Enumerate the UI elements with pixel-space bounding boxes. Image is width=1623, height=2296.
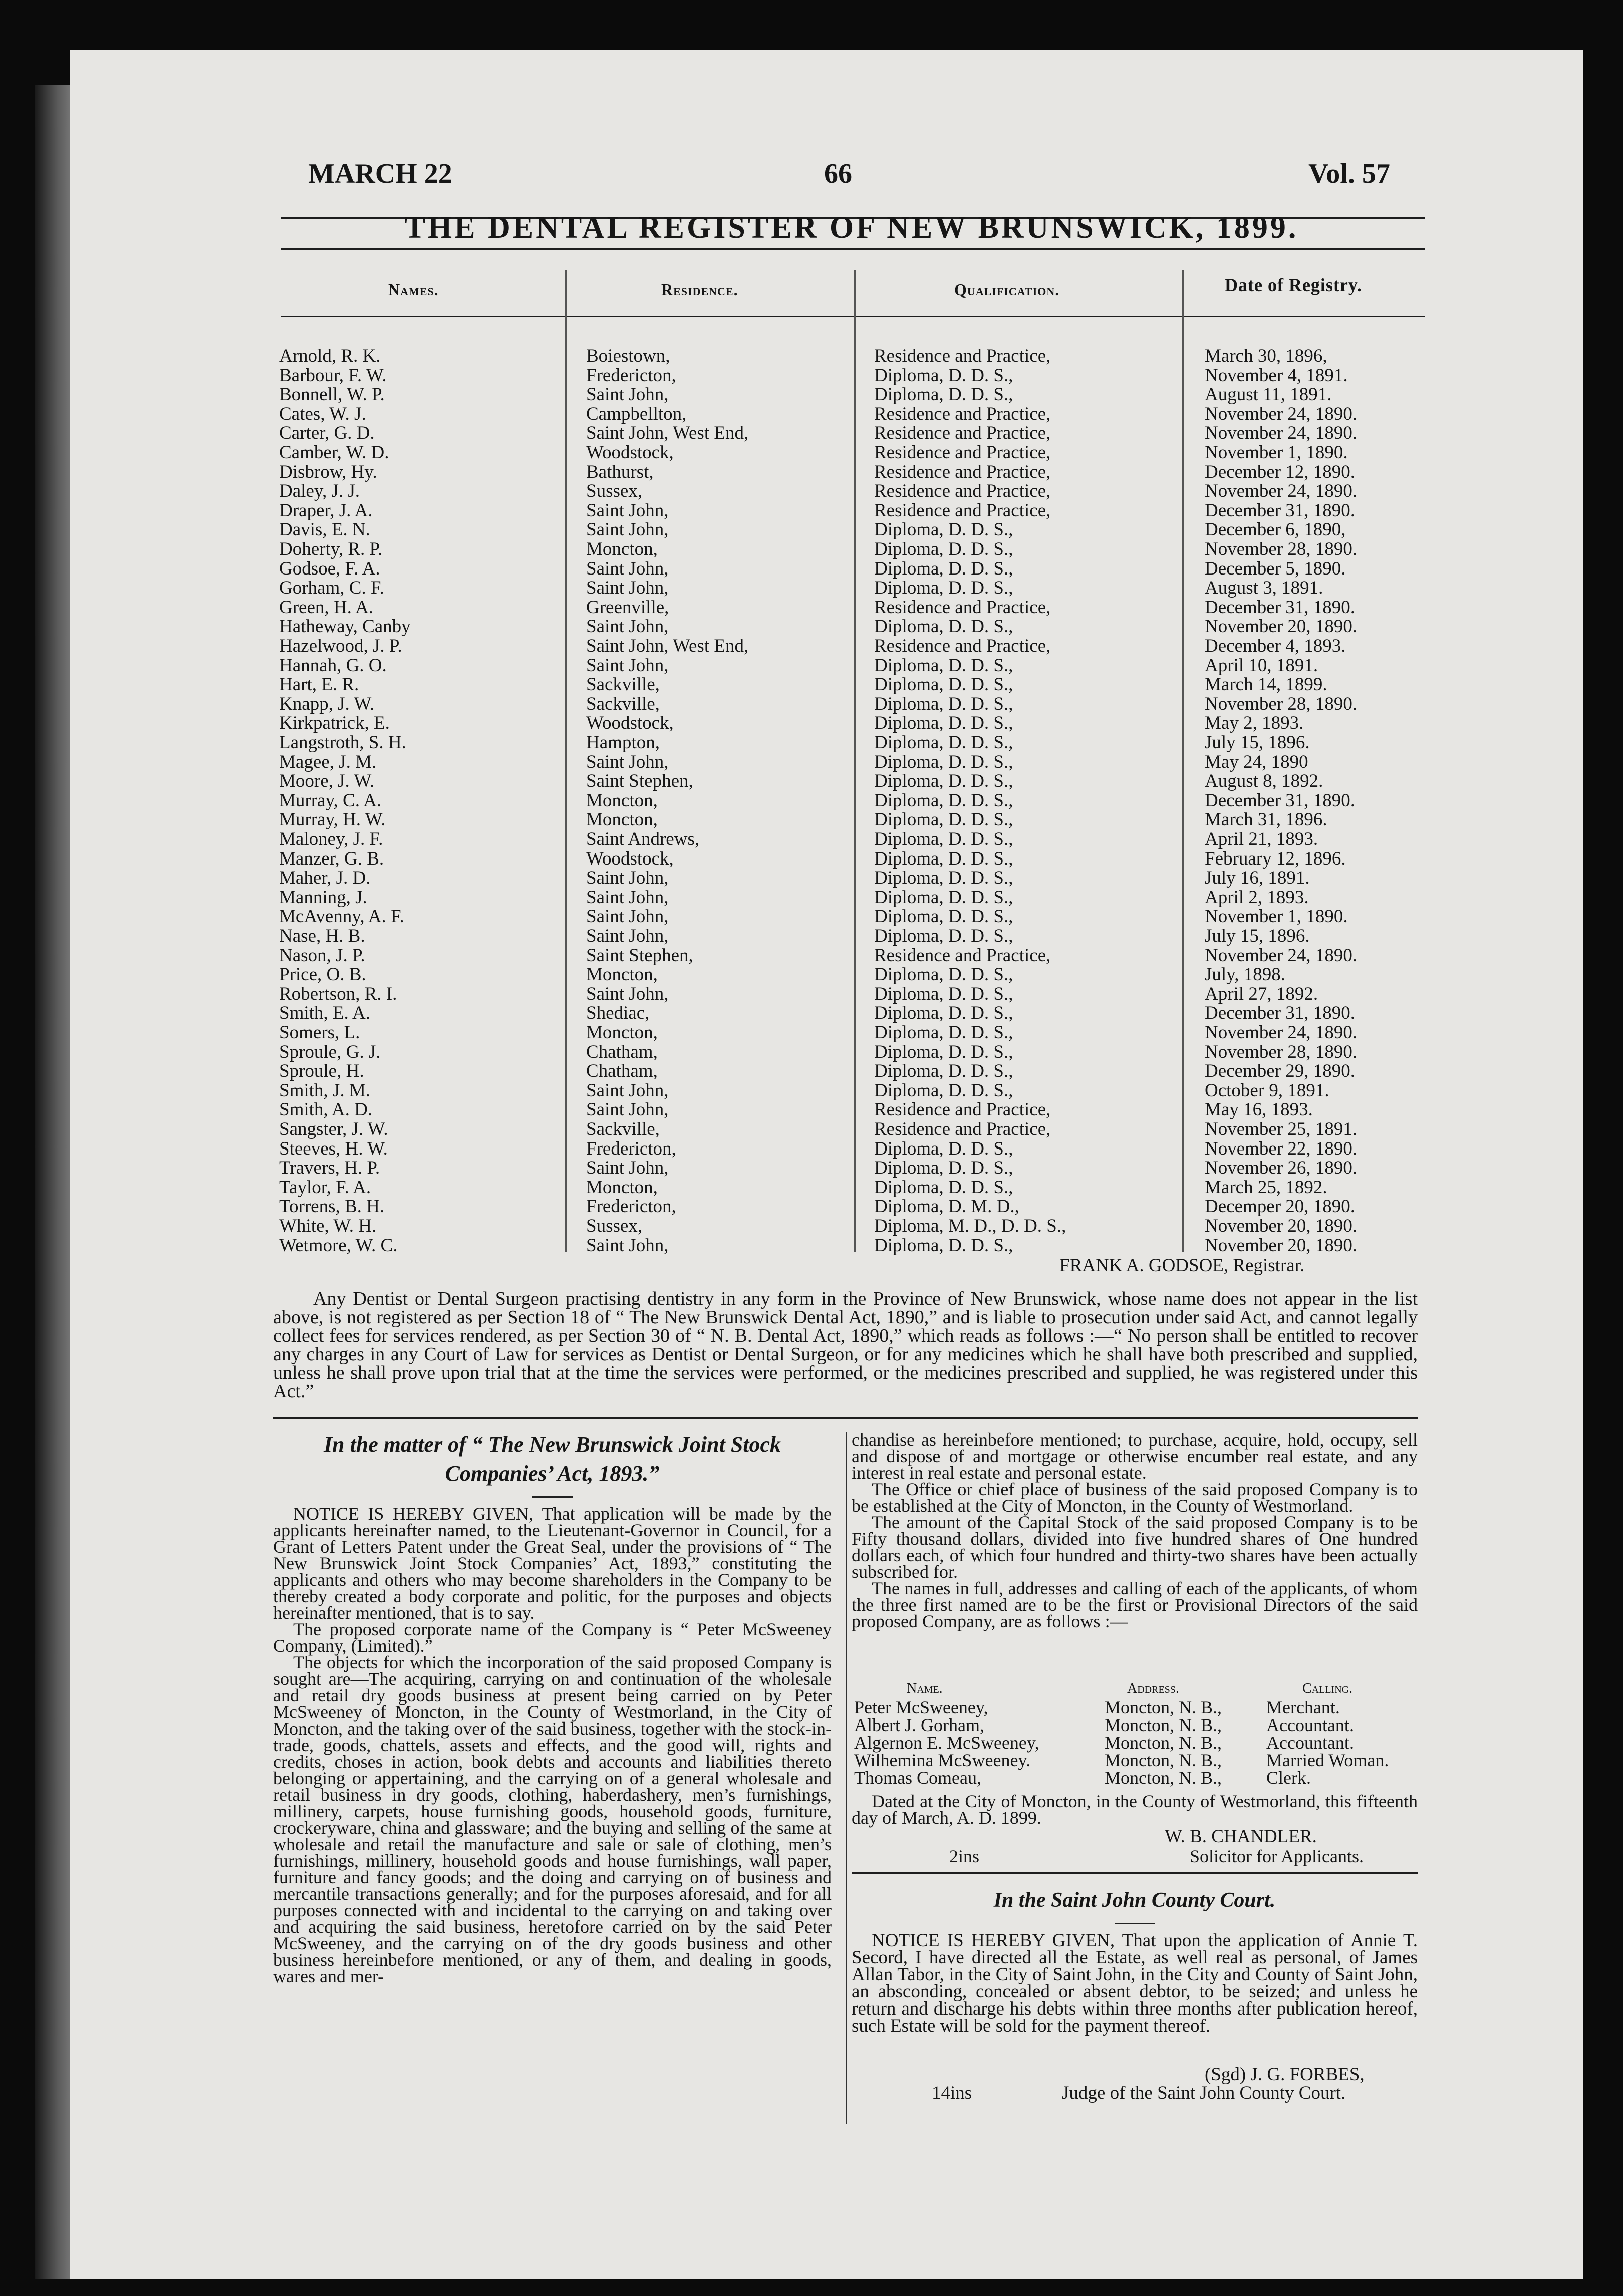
short-rule — [1115, 1923, 1155, 1924]
applicant-calling: Clerk. — [1266, 1768, 1311, 1788]
col-header-names: Names. — [388, 280, 439, 299]
register-qualification: Diploma, D. D. S., — [874, 713, 1013, 734]
register-residence: Saint John, — [586, 926, 669, 946]
register-name: Carter, G. D. — [279, 423, 375, 444]
register-date: November 22, 1890. — [1205, 1138, 1358, 1159]
notice-paragraph: The objects for which the incorporation of the said proposed Company is sought are—The acquiring, carrying on and continuation of the wholesale and retail dry goods business at present being carried on by Peter McSweeney of Moncton, in the County of Westmorland, in the City of Moncton, and the taking over of the said business, together with the stock-in-trade, goods, chattels, assets and effects, and the good will, rights and credits, choses in action, book debts and accounts and liabilities thereto belonging or appertaining, and the carrying on of a general wholesale and retail business in dry goods, clothing, haberdashery, men’s furnishings, millinery, carpets, house furnishing goods, household goods, furniture, crockeryware, china and glassware; and the buying and selling of the same at wholesale and retail the manufacture and sale or sale of clothing, men’s furnishings, millinery, household goods and house furnishings, wall paper, furniture and fancy goods; and the doing and carrying on of business and mercantile transactions generally; and for the purposes aforesaid, and for all purposes connected with and incidental to the carrying on and taking over and acquiring the said business, heretofore carried on by the said Peter McSweeney, and the carrying on of the dry goods business and other business hereinbefore mentioned, or any of them, and dealing in goods, wares and mer- — [273, 1652, 832, 1986]
register-residence: Saint Stephen, — [586, 945, 693, 966]
applicant-name: Thomas Comeau, — [854, 1768, 981, 1788]
notice-paragraph: The names in full, addresses and calling of each of the applicants, of whom the three first named are to be the first or Provisional Directors of the said proposed Company, are as follows :— — [852, 1578, 1418, 1631]
register-residence: Hampton, — [586, 732, 660, 753]
applicant-name: Algernon E. McSweeney, — [854, 1733, 1039, 1753]
register-date: November 24, 1890. — [1205, 945, 1358, 966]
register-residence: Moncton, — [586, 809, 658, 830]
register-name: Godsoe, F. A. — [279, 558, 380, 579]
register-date: February 12, 1896. — [1205, 848, 1346, 869]
applicant-address: Moncton, N. B., — [1105, 1715, 1222, 1735]
register-date: December 5, 1890. — [1205, 558, 1346, 579]
applicant-header-calling: Calling. — [1302, 1681, 1353, 1696]
register-qualification: Diploma, D. D. S., — [874, 829, 1013, 849]
register-residence: Bathurst, — [586, 461, 654, 482]
register-date: November 1, 1890. — [1205, 906, 1348, 927]
applicant-address: Moncton, N. B., — [1105, 1733, 1222, 1753]
register-qualification: Residence and Practice, — [874, 1119, 1051, 1139]
register-qualification: Diploma, D. D. S., — [874, 519, 1013, 540]
register-residence: Chatham, — [586, 1061, 658, 1082]
register-date: December 31, 1890. — [1205, 1003, 1356, 1024]
register-qualification: Diploma, D. D. S., — [874, 906, 1013, 927]
dated-line — [852, 1793, 1418, 1826]
applicant-calling: Merchant. — [1266, 1697, 1340, 1717]
register-name: Hart, E. R. — [279, 674, 359, 695]
register-name: Moore, J. W. — [279, 771, 375, 792]
register-name: Robertson, R. I. — [279, 983, 397, 1004]
col-header-qualification: Qualification. — [954, 280, 1060, 299]
register-qualification: Diploma, D. D. S., — [874, 616, 1013, 637]
applicant-address: Moncton, N. B., — [1105, 1697, 1222, 1717]
register-date: November 26, 1890. — [1205, 1158, 1358, 1179]
notice-paragraph: The Office or chief place of business of the said proposed Company is to be established at the City of Moncton, in the County of Westmorland. — [852, 1479, 1418, 1516]
applicant-name: Peter McSweeney, — [854, 1697, 988, 1717]
judge-name: (Sgd) J. G. FORBES, — [1205, 2064, 1365, 2085]
register-residence: Saint John, West End, — [586, 423, 749, 444]
register-name: Camber, W. D. — [279, 442, 389, 463]
register-qualification: Diploma, D. D. S., — [874, 887, 1013, 908]
register-date: November 24, 1890. — [1205, 423, 1358, 444]
register-residence: Saint John, — [586, 906, 669, 927]
register-qualification: Residence and Practice, — [874, 346, 1051, 366]
register-residence: Sackville, — [586, 1119, 660, 1139]
insertions-count: 14ins — [932, 2083, 972, 2103]
register-residence: Saint John, West End, — [586, 636, 749, 656]
register-qualification: Residence and Practice, — [874, 442, 1051, 463]
register-name: Taylor, F. A. — [279, 1177, 371, 1198]
register-date: April 2, 1893. — [1205, 887, 1309, 908]
register-name: McAvenny, A. F. — [279, 906, 404, 927]
register-date: May 24, 1890 — [1205, 751, 1308, 772]
register-qualification: Diploma, D. D. S., — [874, 1138, 1013, 1159]
volume-number: Vol. 57 — [1308, 158, 1390, 189]
register-residence: Fredericton, — [586, 1138, 676, 1159]
register-residence: Moncton, — [586, 964, 658, 985]
register-residence: Campbellton, — [586, 403, 687, 424]
notice-paragraph: The proposed corporate name of the Company is “ Peter McSweeney Company, (Limited).” — [273, 1619, 832, 1656]
register-date: May 2, 1893. — [1205, 713, 1304, 734]
register-name: Hazelwood, J. P. — [279, 636, 402, 656]
register-qualification: Diploma, D. D. S., — [874, 848, 1013, 869]
register-qualification: Diploma, D. D. S., — [874, 674, 1013, 695]
applicant-name: Albert J. Gorham, — [854, 1715, 984, 1735]
solicitor-name: W. B. CHANDLER. — [1165, 1826, 1317, 1847]
register-qualification: Diploma, D. D. S., — [874, 655, 1013, 676]
register-qualification: Residence and Practice, — [874, 500, 1051, 521]
register-qualification: Residence and Practice, — [874, 597, 1051, 618]
judge-title: Judge of the Saint John County Court. — [1062, 2083, 1346, 2103]
register-qualification: Diploma, D. D. S., — [874, 1080, 1013, 1101]
register-date: Decemper 20, 1890. — [1205, 1196, 1356, 1217]
register-qualification: Diploma, D. D. S., — [874, 693, 1013, 714]
register-date: November 28, 1890. — [1205, 1041, 1358, 1062]
register-date: August 11, 1891. — [1205, 384, 1332, 405]
register-name: Smith, J. M. — [279, 1080, 370, 1101]
register-qualification: Diploma, D. D. S., — [874, 790, 1013, 811]
register-date: December 4, 1893. — [1205, 636, 1346, 656]
column-divider — [846, 1432, 847, 2124]
register-qualification: Diploma, D. D. S., — [874, 732, 1013, 753]
page-number: 66 — [824, 158, 852, 189]
register-date: November 28, 1890. — [1205, 693, 1358, 714]
register-qualification: Diploma, D. D. S., — [874, 365, 1013, 386]
register-date: April 27, 1892. — [1205, 983, 1318, 1004]
register-residence: Moncton, — [586, 1177, 658, 1198]
title-rule — [281, 248, 1425, 250]
register-title: THE DENTAL REGISTER OF NEW BRUNSWICK, 1899. — [404, 211, 1299, 245]
register-residence: Sackville, — [586, 674, 660, 695]
register-name: Torrens, B. H. — [279, 1196, 385, 1217]
register-name: White, W. H. — [279, 1216, 377, 1236]
register-residence: Saint John, — [586, 616, 669, 637]
register-residence: Saint John, — [586, 1235, 669, 1256]
column-divider — [565, 270, 567, 1252]
register-residence: Sussex, — [586, 481, 643, 502]
col-header-residence: Residence. — [661, 280, 738, 299]
register-name: Sangster, J. W. — [279, 1119, 388, 1139]
register-name: Draper, J. A. — [279, 500, 373, 521]
joint-stock-notice — [273, 1430, 832, 1985]
register-name: Smith, A. D. — [279, 1099, 373, 1120]
register-name: Price, O. B. — [279, 964, 366, 985]
register-qualification: Residence and Practice, — [874, 945, 1051, 966]
register-name: Murray, C. A. — [279, 790, 382, 811]
register-date: April 21, 1893. — [1205, 829, 1318, 849]
register-qualification: Diploma, D. D. S., — [874, 578, 1013, 599]
notice-paragraph: chandise as hereinbefore mentioned; to purchase, acquire, hold, occupy, sell and dispose of and mortgage or otherwise encumber real estate, and any interest in real estate and personal estate. — [852, 1429, 1418, 1483]
register-date: December 31, 1890. — [1205, 790, 1356, 811]
applicant-address: Moncton, N. B., — [1105, 1768, 1222, 1788]
register-residence: Saint John, — [586, 558, 669, 579]
register-qualification: Diploma, D. D. S., — [874, 809, 1013, 830]
register-residence: Saint John, — [586, 384, 669, 405]
register-name: Manning, J. — [279, 887, 367, 908]
register-qualification: Diploma, D. D. S., — [874, 964, 1013, 985]
register-residence: Moncton, — [586, 539, 658, 559]
section-rule — [852, 1872, 1418, 1874]
register-date: April 10, 1891. — [1205, 655, 1318, 676]
register-residence: Moncton, — [586, 1022, 658, 1043]
register-qualification: Diploma, D. D. S., — [874, 751, 1013, 772]
register-name: Maher, J. D. — [279, 868, 371, 889]
register-residence: Saint John, — [586, 578, 669, 599]
register-date: March 31, 1896. — [1205, 809, 1327, 830]
register-qualification: Diploma, D. D. S., — [874, 868, 1013, 889]
applicant-calling: Accountant. — [1266, 1715, 1354, 1735]
joint-stock-notice-continued — [852, 1431, 1418, 1630]
register-residence: Boiestown, — [586, 346, 670, 366]
register-name: Hannah, G. O. — [279, 655, 387, 676]
register-name: Sproule, G. J. — [279, 1041, 381, 1062]
register-date: December 6, 1890, — [1205, 519, 1346, 540]
register-name: Kirkpatrick, E. — [279, 713, 390, 734]
applicant-address: Moncton, N. B., — [1105, 1750, 1222, 1770]
register-qualification: Residence and Practice, — [874, 481, 1051, 502]
register-qualification: Diploma, D. M. D., — [874, 1196, 1019, 1217]
register-qualification: Diploma, D. D. S., — [874, 1003, 1013, 1024]
register-date: November 1, 1890. — [1205, 442, 1348, 463]
register-qualification: Diploma, D. D. S., — [874, 1177, 1013, 1198]
register-date: December 31, 1890. — [1205, 597, 1356, 618]
register-name: Smith, E. A. — [279, 1003, 370, 1024]
column-divider — [1182, 270, 1184, 1252]
register-name: Sproule, H. — [279, 1061, 364, 1082]
register-name: Disbrow, Hy. — [279, 461, 377, 482]
dental-act-notice — [273, 1290, 1418, 1401]
register-date: November 28, 1890. — [1205, 539, 1358, 559]
register-residence: Woodstock, — [586, 848, 674, 869]
register-qualification: Residence and Practice, — [874, 423, 1051, 444]
dated-text: Dated at the City of Moncton, in the County of Westmorland, this fifteenth day of March, A. D. 1899. — [852, 1791, 1418, 1828]
register-qualification: Diploma, D. D. S., — [874, 1235, 1013, 1256]
column-header-rule — [281, 316, 1425, 317]
register-name: Arnold, R. K. — [279, 346, 381, 366]
register-date: July 15, 1896. — [1205, 926, 1310, 946]
register-name: Nase, H. B. — [279, 926, 365, 946]
register-name: Langstroth, S. H. — [279, 732, 406, 753]
register-date: December 31, 1890. — [1205, 500, 1356, 521]
register-name: Gorham, C. F. — [279, 578, 384, 599]
register-residence: Sackville, — [586, 693, 660, 714]
register-date: July 16, 1891. — [1205, 868, 1310, 889]
register-name: Travers, H. P. — [279, 1158, 380, 1179]
applicant-calling: Accountant. — [1266, 1733, 1354, 1753]
register-qualification: Diploma, D. D. S., — [874, 1041, 1013, 1062]
register-name: Wetmore, W. C. — [279, 1235, 398, 1256]
register-residence: Saint John, — [586, 519, 669, 540]
applicant-name: Wilhemina McSweeney. — [854, 1750, 1031, 1770]
register-qualification: Diploma, D. D. S., — [874, 384, 1013, 405]
registrar-signature: FRANK A. GODSOE, Registrar. — [1059, 1255, 1305, 1276]
register-qualification: Residence and Practice, — [874, 403, 1051, 424]
register-residence: Saint John, — [586, 1099, 669, 1120]
applicant-header-address: Address. — [1127, 1681, 1179, 1696]
register-name: Green, H. A. — [279, 597, 374, 618]
register-name: Murray, H. W. — [279, 809, 386, 830]
register-date: May 16, 1893. — [1205, 1099, 1313, 1120]
column-divider — [854, 270, 856, 1252]
register-date: August 3, 1891. — [1205, 578, 1323, 599]
register-qualification: Residence and Practice, — [874, 461, 1051, 482]
register-qualification: Residence and Practice, — [874, 1099, 1051, 1120]
register-date: November 24, 1890. — [1205, 1022, 1358, 1043]
register-date: November 25, 1891. — [1205, 1119, 1358, 1139]
register-residence: Fredericton, — [586, 1196, 676, 1217]
register-qualification: Diploma, D. D. S., — [874, 771, 1013, 792]
register-residence: Saint John, — [586, 1080, 669, 1101]
register-qualification: Diploma, D. D. S., — [874, 983, 1013, 1004]
register-residence: Fredericton, — [586, 365, 676, 386]
register-date: November 4, 1891. — [1205, 365, 1348, 386]
register-date: August 8, 1892. — [1205, 771, 1323, 792]
col-header-date: Date of Registry. — [1225, 275, 1362, 295]
register-name: Manzer, G. B. — [279, 848, 384, 869]
register-date: March 25, 1892. — [1205, 1177, 1327, 1198]
issue-date: MARCH 22 — [308, 158, 452, 189]
register-residence: Saint John, — [586, 868, 669, 889]
register-qualification: Diploma, D. D. S., — [874, 1158, 1013, 1179]
register-residence: Saint John, — [586, 751, 669, 772]
joint-stock-heading: In the matter of “ The New Brunswick Joint Stock Companies’ Act, 1893.” — [323, 1432, 781, 1486]
county-court-body: NOTICE IS HEREBY GIVEN, That upon the application of Annie T. Secord, I have directed all the Estate, as well real as personal, of James Allan Tabor, in the City of Saint John, in the City and County of Saint John, an absconding, concealed or absent debtor, to be seized; and unless he return and discharge his debts within three months after publication hereof, such Estate will be sold for the payment thereof. — [852, 1930, 1418, 2036]
register-name: Doherty, R. P. — [279, 539, 383, 559]
register-residence: Saint John, — [586, 887, 669, 908]
register-name: Knapp, J. W. — [279, 693, 375, 714]
register-date: July 15, 1896. — [1205, 732, 1310, 753]
register-date: December 29, 1890. — [1205, 1061, 1356, 1082]
county-court-notice — [852, 1886, 1418, 2035]
register-date: March 14, 1899. — [1205, 674, 1327, 695]
register-date: November 20, 1890. — [1205, 1216, 1358, 1236]
register-residence: Saint John, — [586, 983, 669, 1004]
register-date: December 12, 1890. — [1205, 461, 1356, 482]
register-qualification: Diploma, D. D. S., — [874, 1061, 1013, 1082]
register-name: Cates, W. J. — [279, 403, 366, 424]
register-date: March 30, 1896, — [1205, 346, 1327, 366]
register-date: November 20, 1890. — [1205, 1235, 1358, 1256]
register-name: Daley, J. J. — [279, 481, 360, 502]
register-name: Somers, L. — [279, 1022, 360, 1043]
register-residence: Greenville, — [586, 597, 669, 618]
register-name: Nason, J. P. — [279, 945, 365, 966]
solicitor-title: Solicitor for Applicants. — [1190, 1846, 1364, 1866]
register-residence: Saint Stephen, — [586, 771, 693, 792]
register-residence: Chatham, — [586, 1041, 658, 1062]
insertions-count: 2ins — [949, 1846, 980, 1866]
applicant-calling: Married Woman. — [1266, 1750, 1389, 1770]
register-name: Hatheway, Canby — [279, 616, 411, 637]
register-qualification: Diploma, D. D. S., — [874, 1022, 1013, 1043]
register-date: November 24, 1890. — [1205, 481, 1358, 502]
register-qualification: Diploma, M. D., D. D. S., — [874, 1216, 1066, 1236]
register-residence: Saint Andrews, — [586, 829, 700, 849]
register-name: Barbour, F. W. — [279, 365, 387, 386]
register-residence: Shediac, — [586, 1003, 650, 1024]
register-qualification: Diploma, D. D. S., — [874, 926, 1013, 946]
register-residence: Saint John, — [586, 1158, 669, 1179]
register-residence: Saint John, — [586, 655, 669, 676]
register-name: Bonnell, W. P. — [279, 384, 385, 405]
notice-text: Any Dentist or Dental Surgeon practising dentistry in any form in the Province of New Brunswick, whose name does not appear in the list above, is not registered as per Section 18 of “ The New Brunswick Dental Act, 1890,” and is liable to prosecution under said Act, and cannot legally collect fees for services rendered, as per Section 30 of “ N. B. Dental Act, 1890,” which reads as follows :—“ No person shall be entitled to recover any charges in any Court of Law for services as Dentist or Dental Surgeon, or for any medicines which he shall have both prescribed and supplied, unless he shall prove upon trial that at the time the services were performed, or the medicines prescribed and supplied, he was registered under this Act.” — [273, 1288, 1418, 1402]
register-date: July, 1898. — [1205, 964, 1286, 985]
notice-paragraph: NOTICE IS HEREBY GIVEN, That application will be made by the applicants hereinafter named, to the Lieutenant-Governor in Council, for a Grant of Letters Patent under the Great Seal, under the provisions of “ The New Brunswick Joint Stock Companies’ Act, 1893,” constituting the applicants and others who may become shareholders in the Company to be thereby created a body corporate and politic, for the purposes and objects hereinafter mentioned, that is to say. — [273, 1504, 832, 1623]
register-date: November 20, 1890. — [1205, 616, 1358, 637]
register-residence: Saint John, — [586, 500, 669, 521]
register-date: November 24, 1890. — [1205, 403, 1358, 424]
section-rule — [273, 1417, 1418, 1419]
register-qualification: Residence and Practice, — [874, 636, 1051, 656]
register-residence: Woodstock, — [586, 713, 674, 734]
register-residence: Moncton, — [586, 790, 658, 811]
register-name: Magee, J. M. — [279, 751, 377, 772]
register-residence: Woodstock, — [586, 442, 674, 463]
register-qualification: Diploma, D. D. S., — [874, 558, 1013, 579]
notice-paragraph: The amount of the Capital Stock of the said proposed Company is to be Fifty thousand dollars, divided into five hundred shares of One hundred dollars each, of which four hundred and thirty-two shares have been actually subscribed for. — [852, 1512, 1418, 1582]
county-court-heading: In the Saint John County Court. — [993, 1889, 1276, 1912]
register-name: Maloney, J. F. — [279, 829, 383, 849]
short-rule — [532, 1496, 573, 1498]
register-qualification: Diploma, D. D. S., — [874, 539, 1013, 559]
register-date: October 9, 1891. — [1205, 1080, 1329, 1101]
register-name: Steeves, H. W. — [279, 1138, 388, 1159]
register-residence: Sussex, — [586, 1216, 643, 1236]
register-name: Davis, E. N. — [279, 519, 370, 540]
applicant-header-name: Name. — [907, 1681, 943, 1696]
